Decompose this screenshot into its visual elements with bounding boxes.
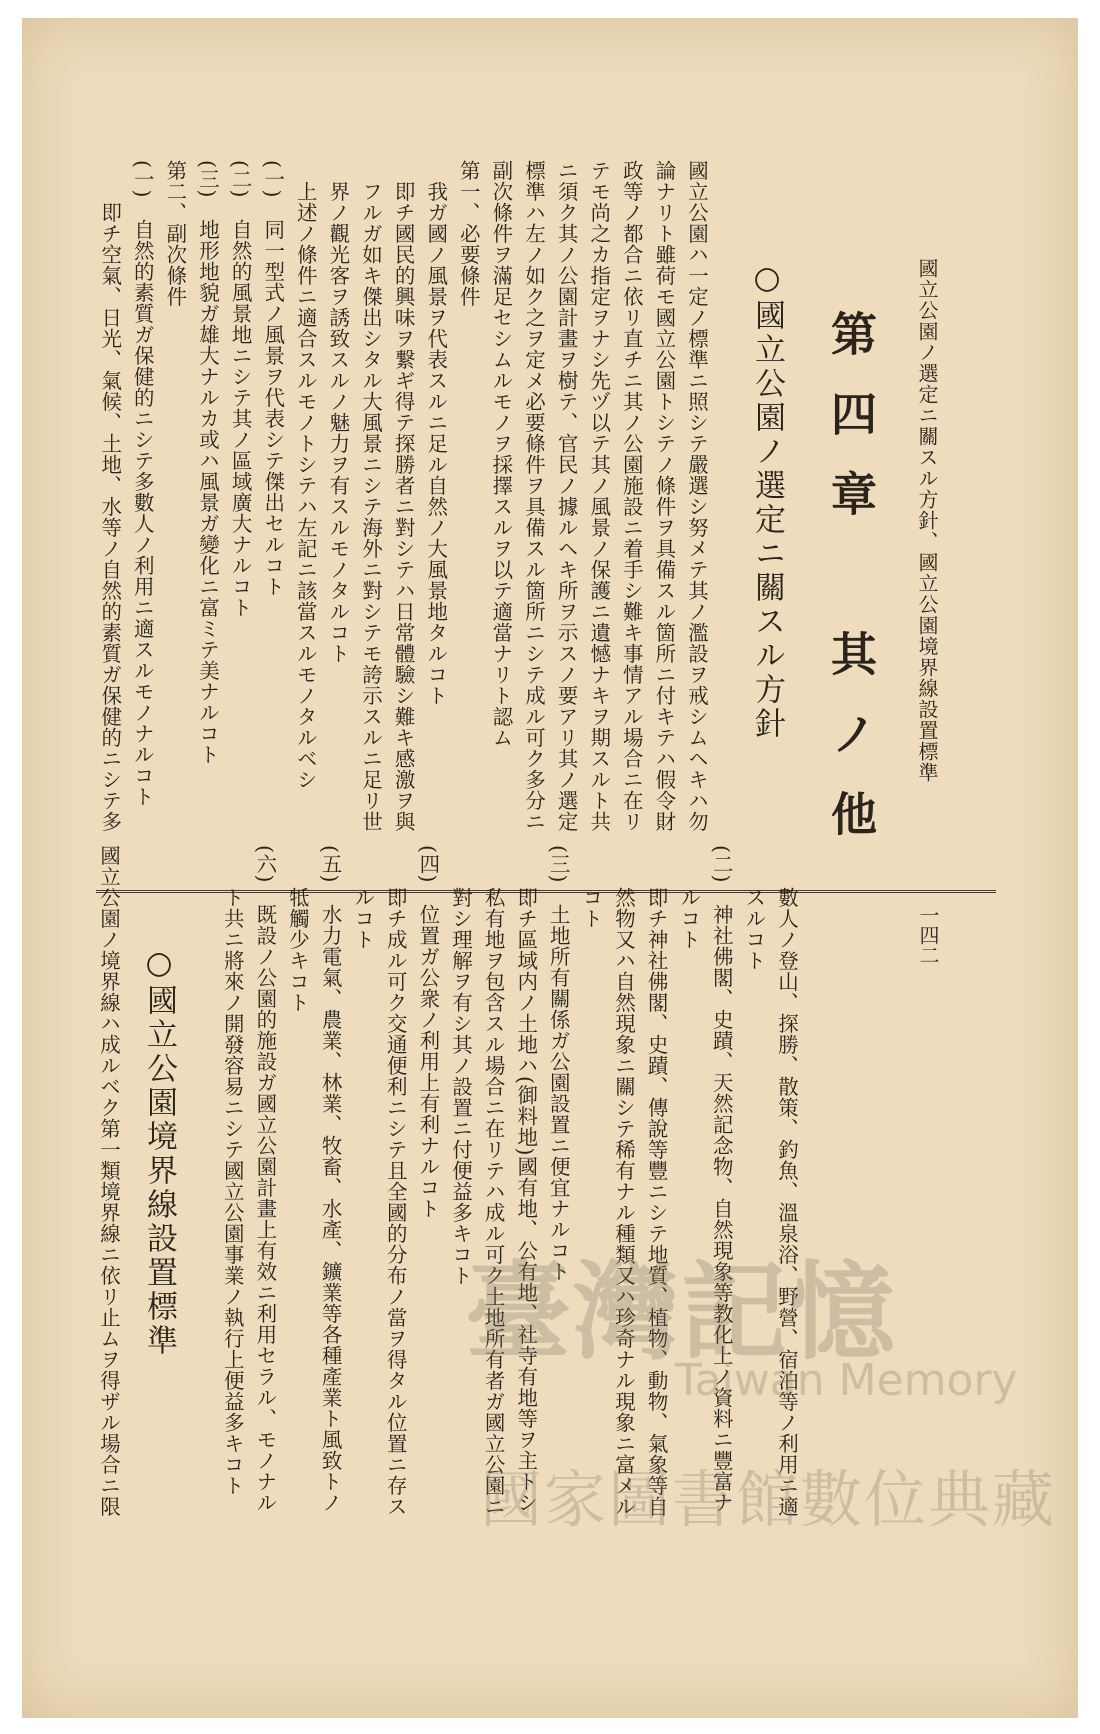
text-column: 即チ空氣、日光、氣候、土地、水等ノ自然的素質ガ保健的ニシテ多 <box>97 160 122 832</box>
text-column: (五) 水力電氣、農業、林業、牧畜、水產、鑛業等各種產業ト風致トノ <box>318 845 343 1513</box>
text-column: テモ尚之カ指定ヲナシ先ヅ以テ其ノ風景ノ保護ニ遺憾ナキヲ期スルト共 <box>586 160 611 832</box>
running-header: 國立公園ノ選定ニ關スル方針、國立公園境界線設置標準 <box>915 258 939 783</box>
text-column: 上述ノ條件ニ適合スルモノトシテハ左記ニ該當スルモノタルベシ <box>293 160 318 790</box>
text-column: 即チ區域内ノ土地ハ(御料地)國有地、公有地、社寺有地等ヲ主トシ <box>513 845 538 1513</box>
text-column: 論ナリト雖荷モ國立公園トシテノ條件ヲ具備スル箇所ニ付キテハ假令財 <box>651 160 676 832</box>
text-column: (四) 位置ガ公衆ノ利用上有利ナルコト <box>415 845 440 1219</box>
text-column: 界ノ觀光客ヲ誘致スルノ魅力ヲ有スルモノタルコト <box>325 160 350 664</box>
text-column: ト共ニ將來ノ開發容易ニシテ國立公園事業ノ執行上便益多キコト <box>220 845 245 1496</box>
chapter-title: 第四章 其ノ他 <box>824 310 878 870</box>
text-column: (六) 既設ノ公園的施設ガ國立公園計畫上有效ニ利用セラル、モノナル <box>252 845 277 1513</box>
text-column: (二) 神社佛閣、史蹟、天然記念物、自然現象等教化上ノ資料ニ豐富ナ <box>709 845 734 1513</box>
page-number: 一四二 <box>916 905 940 965</box>
watermark-logo: 臺灣記憶 <box>465 1251 897 1374</box>
text-column: 然物又ハ自然現象ニ關シテ稀有ナル種類又ハ珍奇ナル現象ニ富メル <box>611 845 636 1517</box>
text-column: 第一、必要條件 <box>456 160 481 307</box>
text-column: (三) 地形地貌ガ雄大ナルカ或ハ風景ガ變化ニ富ミテ美ナルコト <box>195 160 220 765</box>
text-column: (一) 同一型式ノ風景ヲ代表シテ傑出セルコト <box>260 160 285 597</box>
text-column: ニ須ク其ノ公園計畫ヲ樹テ、官民ノ據ルヘキ所ヲ示スノ要アリ其ノ選定 <box>554 160 579 832</box>
text-column: 副次條件ヲ滿足セシムルモノヲ採擇スルヲ以テ適當ナリト認ム <box>488 160 513 748</box>
text-column: 對シ理解ヲ有シ其ノ設置ニ付便益多キコト <box>448 845 473 1286</box>
text-column: ルコト <box>350 845 375 950</box>
text-column: 第二、副次條件 <box>162 160 187 307</box>
text-column: 國立公園ハ一定ノ標準ニ照シテ嚴選シ努メテ其ノ濫設ヲ戒シムヘキハ勿 <box>684 160 709 832</box>
text-column: 政等ノ都合ニ依リ直チニ其ノ公園施設ニ着手シ難キ事情アル場合ニ在リ <box>619 160 644 832</box>
text-column: 國立公園ノ境界線ハ成ルベク第一類境界線ニ依リ止ムヲ得ザル場合ニ限 <box>96 845 121 1517</box>
text-column: コト <box>578 845 603 929</box>
section-title-boundary: ○國立公園境界線設置標準 <box>141 945 177 1358</box>
text-column: スルコト <box>741 845 766 971</box>
section-title-selection: ○國立公園ノ選定ニ關スル方針 <box>749 260 785 741</box>
text-column: 牴觸少キコト <box>285 845 310 1013</box>
text-column: 數人ノ登山、探勝、散策、釣魚、溫泉浴、野營、宿泊等ノ利用ニ適 <box>774 845 799 1517</box>
text-column: (一) 自然的素質ガ保健的ニシテ多數人ノ利用ニ適スルモノナルコト <box>130 160 155 807</box>
text-column: (三) 土地所有關係ガ公園設置ニ便宜ナルコト <box>546 845 571 1282</box>
watermark-english: Taiwan Memory <box>675 1355 1018 1406</box>
text-column: 標準ハ左ノ如ク之ヲ定メ必要條件ヲ具備スル箇所ニシテ成ル可ク多分ニ <box>521 160 546 832</box>
watermark-subtitle: 國家圖書館數位典藏 <box>480 1463 1057 1536</box>
text-column: 我ガ國ノ風景ヲ代表スルニ足ル自然ノ大風景地タルコト <box>423 160 448 706</box>
text-column: フルガ如キ傑出シタル大風景ニシテ海外ニ對シテモ誇示スルニ足リ世 <box>358 160 383 832</box>
text-column: 即チ成ル可ク交通便利ニシテ且全國的分布ノ當ヲ得タル位置ニ存ス <box>383 845 408 1517</box>
text-column: ルコト <box>676 845 701 950</box>
text-column: (二) 自然的風景地ニシテ其ノ區域廣大ナルコト <box>228 160 253 618</box>
text-column: 即チ國民的興味ヲ繋ギ得テ探勝者ニ對シテハ日常體驗シ難キ感激ヲ與 <box>391 160 416 832</box>
text-column: 即チ神社佛閣、史蹟、傳說等豐ニシテ地質、植物、動物、氣象等自 <box>644 845 669 1517</box>
text-column: 私有地ヲ包含スル場合ニ在リテハ成ル可ク土地所有者ガ國立公園ニ <box>481 845 506 1517</box>
